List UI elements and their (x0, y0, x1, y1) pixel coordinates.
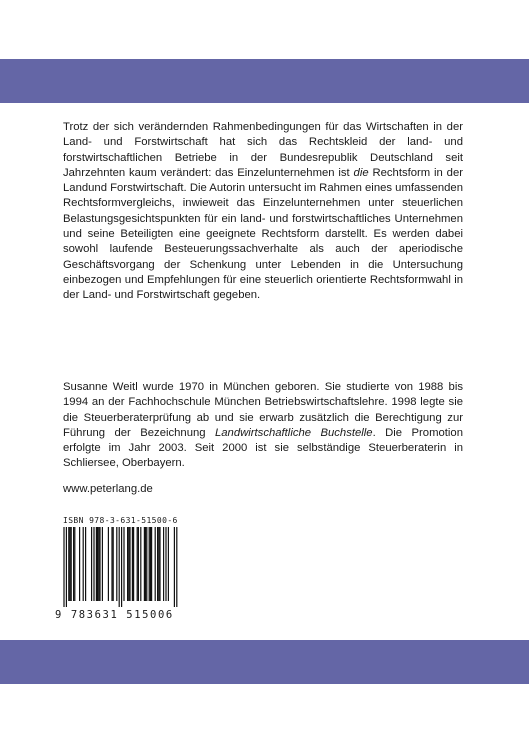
barcode-bar (133, 527, 134, 601)
barcode-bar (93, 527, 94, 601)
bio-text-1: Susanne Weitl wurde 1970 in München geboren. Sie studierte von 1988 bis 1994 an der Fachhochschule München Betriebswirtschaftslehre. 1998 legte sie die Steuerberaterprüfung ab und sie erwarb zusätzlich die Berechtigung zur Führung der Bezeichnung (63, 381, 463, 439)
barcode-bar (144, 527, 145, 601)
barcode-bar (138, 527, 139, 601)
barcode-bar (98, 527, 99, 601)
isbn-label: ISBN 978-3-631-51500-6 (63, 516, 178, 525)
top-color-band (0, 59, 529, 103)
book-blurb (63, 120, 463, 304)
barcode-bar (96, 527, 97, 601)
barcode-bar (155, 527, 156, 601)
barcode-bar (73, 527, 74, 601)
author-bio (63, 380, 463, 472)
barcode-bar (119, 527, 120, 607)
barcode-bar (83, 527, 84, 601)
publisher-website: www.peterlang.de (63, 483, 153, 495)
barcode-bar (165, 527, 166, 601)
barcode-bar (163, 527, 164, 601)
barcode-bar (127, 527, 128, 601)
bio-text-2: . Die Promotion erfolgte im Jahr 2003. Seit 2000 ist sie selbständige Steuerberaterin in Schliersee, Oberbayern. (63, 426, 463, 470)
barcode-bar (111, 527, 112, 601)
barcode-bar (71, 527, 72, 601)
barcode-bar (146, 527, 147, 601)
barcode-bar (128, 527, 129, 601)
bio-italic: Landwirtschaftliche Buchstelle (214, 426, 373, 439)
barcode-bar (113, 527, 114, 601)
barcode-bar (137, 527, 138, 601)
barcode-bar (174, 527, 175, 607)
barcode-bar (176, 527, 177, 607)
barcode-bar (91, 527, 92, 601)
barcode-bar (157, 527, 158, 601)
barcode-bar (68, 527, 69, 601)
barcode-bar (140, 527, 141, 601)
barcode-bar (85, 527, 86, 601)
barcode-bar (132, 527, 133, 601)
barcode-bar (69, 527, 70, 601)
barcode-bar (151, 527, 152, 601)
barcode-bar (79, 527, 80, 601)
barcode-bar (63, 527, 64, 607)
barcode-bar (150, 527, 151, 601)
barcode-digits: 9 783631 515006 (55, 609, 174, 621)
barcode-bar (74, 527, 75, 601)
barcode-bar (102, 527, 103, 601)
barcode-bar (116, 527, 117, 601)
blurb-text-2: Rechtsform in der Landund Forstwirtschaft. Die Autorin untersucht im Rahmen eines umfassenden Rechtsformvergleichs, inwieweit das Einzelunternehmen unter steuerlichen Belastungsgesichtspunkten für ein land- und forstwirtschaftliches Unternehmen und seine Beteiligten eine geeignete Rechtsform darstellt. Es werden dabei sowohl laufende Besteuerungssachverhalte als auch der aperiodische Geschäftsvorgang der Schenkung unter Lebenden in die Untersuchung einbezogen und Empfehlungen für eine steuerlich orientierte Rechtsformwahl in der Land- und Forstwirtschaft gegeben. (63, 166, 463, 302)
blurb-text-1: Trotz der sich verändernden Rahmenbedingungen für das Wirtschaften in der Land- und Forstwirtschaft hat sich das Rechtskleid der land- und forstwirtschaftlichen Betriebe in der Bundesrepublik Deutschland seit Jahrzehnten kaum verändert: das Einzelunternehmen ist (63, 121, 463, 179)
blurb-italic: die (353, 166, 369, 179)
barcode-bar (168, 527, 169, 601)
barcode-bar (121, 527, 122, 607)
barcode (60, 527, 182, 609)
barcode-bar (129, 527, 130, 601)
barcode-bar (159, 527, 160, 601)
barcode-bar (158, 527, 159, 601)
bottom-color-band (0, 640, 529, 684)
barcode-bar (99, 527, 100, 601)
barcode-bar (145, 527, 146, 601)
barcode-bar (97, 527, 98, 601)
barcode-bar (149, 527, 150, 601)
barcode-bar (66, 527, 67, 607)
barcode-bar (108, 527, 109, 601)
barcode-bar (123, 527, 124, 601)
